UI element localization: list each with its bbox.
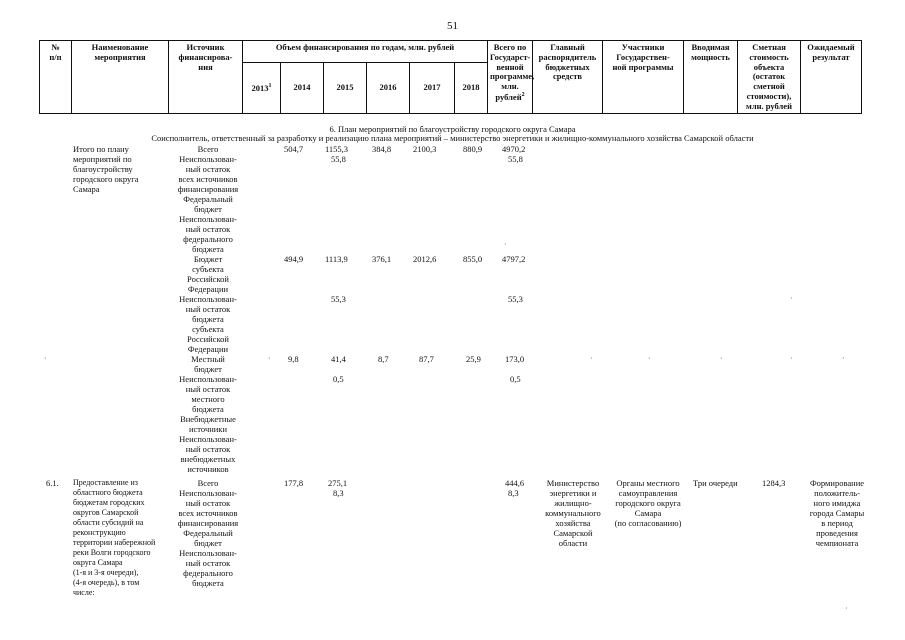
block2-expected-result: Формирование положитель- ного имиджа города Самары в период проведения чемпионата: [809, 478, 865, 548]
section-title: 6. План мероприятий по благоустройству городского округа Самара: [329, 124, 576, 134]
scan-speck: ·: [790, 294, 793, 303]
block2-total-2015: 275,1: [328, 478, 348, 488]
header-funding-source: Источник финансирова- ния: [169, 41, 243, 114]
block1-source-regional: Бюджет субъекта Российской Федерации: [187, 254, 229, 294]
block1-local-2016: 8,7: [378, 354, 389, 364]
block2-total-2014: 177,8: [284, 478, 304, 488]
header-capacity: Вводимая мощность: [684, 41, 738, 114]
header-total: [488, 41, 533, 114]
header-year-2014: 2014: [281, 63, 324, 114]
block2-participants: Органы местного самоуправления городского округа Самара (по согласованию): [614, 478, 682, 528]
header-year-2013: [243, 63, 281, 114]
header-year-2015: 2015: [324, 63, 367, 114]
header-activity-name: Наименование мероприятия: [72, 41, 169, 114]
scan-speck: ·: [648, 354, 651, 363]
block1-unused-regional-sum: 55,3: [508, 294, 523, 304]
block2-activity-name: Предоставление из областного бюджета бюджетам городских округов Самарской области субсидий на реконструкцию территории набережной реки Волги городского округа Самара (1-я и 3-я очереди), (4-я очередь), в том числе:: [73, 478, 156, 597]
block1-source-unused-local: Неиспользован- ный остаток местного бюджета: [179, 374, 237, 414]
header-budget-manager: Главный распорядитель бюджетных средств: [533, 41, 603, 114]
block1-local-sum: 173,0: [505, 354, 525, 364]
block1-source-unused-extrabudgetary: Неиспользован- ный остаток внебюджетных источников: [179, 434, 237, 474]
block1-source-extrabudgetary: Внебюджетные источники: [180, 414, 236, 434]
block2-budget-manager: Министерство энергетики и жилищно- коммунального хозяйства Самарской области: [545, 478, 601, 548]
block1-activity-name: Итого по плану мероприятий по благоустройству городского округа Самара: [73, 144, 139, 194]
block1-source-unused-all: Неиспользован- ный остаток всех источников финансирования: [177, 154, 239, 194]
scan-speck: ·: [504, 240, 507, 249]
block2-total-sum: 444,6: [505, 478, 525, 488]
header-participants: Участники Государствен- ной программы: [603, 41, 684, 114]
scan-speck: ·: [590, 354, 593, 363]
header-estimated-cost: Сметная стоимость объекта (остаток сметной стоимости), млн. рублей: [738, 41, 801, 114]
header-year-2018: 2018: [455, 63, 488, 114]
header-total-label: Всего по Государст- венной программе, млн. рублей: [490, 42, 535, 102]
block1-source-total: Всего: [197, 144, 219, 154]
header-number: № п/п: [40, 41, 72, 114]
block1-regional-2018: 855,0: [463, 254, 483, 264]
block1-local-2014: 9,8: [288, 354, 299, 364]
block1-total-2014: 504,7: [284, 144, 304, 154]
header-year-2017: 2017: [410, 63, 455, 114]
header-funding-volume: Объем финансирования по годам, млн. рублей: [243, 41, 488, 63]
block2-source-unused-all: Неиспользован- ный остаток всех источников финансирования: [177, 488, 239, 528]
block1-regional-2015: 1113,9: [325, 254, 348, 264]
header-total-note: 2: [521, 91, 525, 98]
scan-speck: ·: [720, 354, 723, 363]
block1-source-unused-federal: Неиспользован- ный остаток федерального бюджета: [179, 214, 237, 254]
page-number: 51: [447, 20, 458, 32]
block1-local-2018: 25,9: [466, 354, 481, 364]
block1-unused-sum: 55,8: [508, 154, 523, 164]
block1-regional-2017: 2012,6: [413, 254, 437, 264]
block2-unused-sum: 8,3: [508, 488, 519, 498]
block2-source-unused-federal: Неиспользован- ный остаток федерального бюджета: [179, 548, 237, 588]
block2-unused-2015: 8,3: [333, 488, 344, 498]
block1-regional-2016: 376,1: [372, 254, 392, 264]
block1-regional-sum: 4797,2: [502, 254, 526, 264]
scan-speck: ·: [790, 354, 793, 363]
scan-speck: ·: [842, 354, 845, 363]
block1-regional-2014: 494,9: [284, 254, 304, 264]
block1-unused-2015: 55,8: [331, 154, 346, 164]
block2-number: 6.1.: [46, 478, 59, 488]
block2-source-federal: Федеральный бюджет: [183, 528, 233, 548]
block1-source-federal: Федеральный бюджет: [183, 194, 233, 214]
block2-capacity: Три очереди: [693, 478, 738, 488]
block1-source-unused-regional: Неиспользован- ный остаток бюджета субъекта Российской Федерации: [179, 294, 237, 354]
block2-source-total: Всего: [197, 478, 219, 488]
block1-local-2015: 41,4: [331, 354, 346, 364]
block1-unused-local-2015: 0,5: [333, 374, 344, 384]
block1-source-local: Местный бюджет: [191, 354, 225, 374]
block1-total-sum: 4970,2: [502, 144, 526, 154]
scan-speck: ·: [845, 604, 848, 613]
block1-local-2017: 87,7: [419, 354, 434, 364]
section-subtitle: Соисполнитель, ответственный за разработку и реализацию плана мероприятий – министерство энергетики и жилищно-коммунального хозяйства Самарской области: [151, 133, 754, 143]
header-year-2013-label: 2013: [251, 82, 269, 93]
header-expected-result: Ожидаемый результат: [801, 41, 862, 114]
header-year-2013-note: 1: [268, 83, 272, 90]
block1-total-2018: 880,9: [463, 144, 483, 154]
table-body: [0, 144, 905, 634]
block1-total-2015: 1155,3: [325, 144, 349, 154]
block1-unused-local-sum: 0,5: [510, 374, 521, 384]
block1-total-2017: 2100,3: [413, 144, 437, 154]
block2-estimated-cost: 1284,3: [762, 478, 786, 488]
scan-speck: ·: [268, 354, 271, 363]
block1-unused-regional-2015: 55,3: [331, 294, 346, 304]
block1-total-2016: 384,8: [372, 144, 392, 154]
table-header: [39, 40, 862, 114]
scan-speck: ·: [44, 354, 47, 363]
header-year-2016: 2016: [367, 63, 410, 114]
